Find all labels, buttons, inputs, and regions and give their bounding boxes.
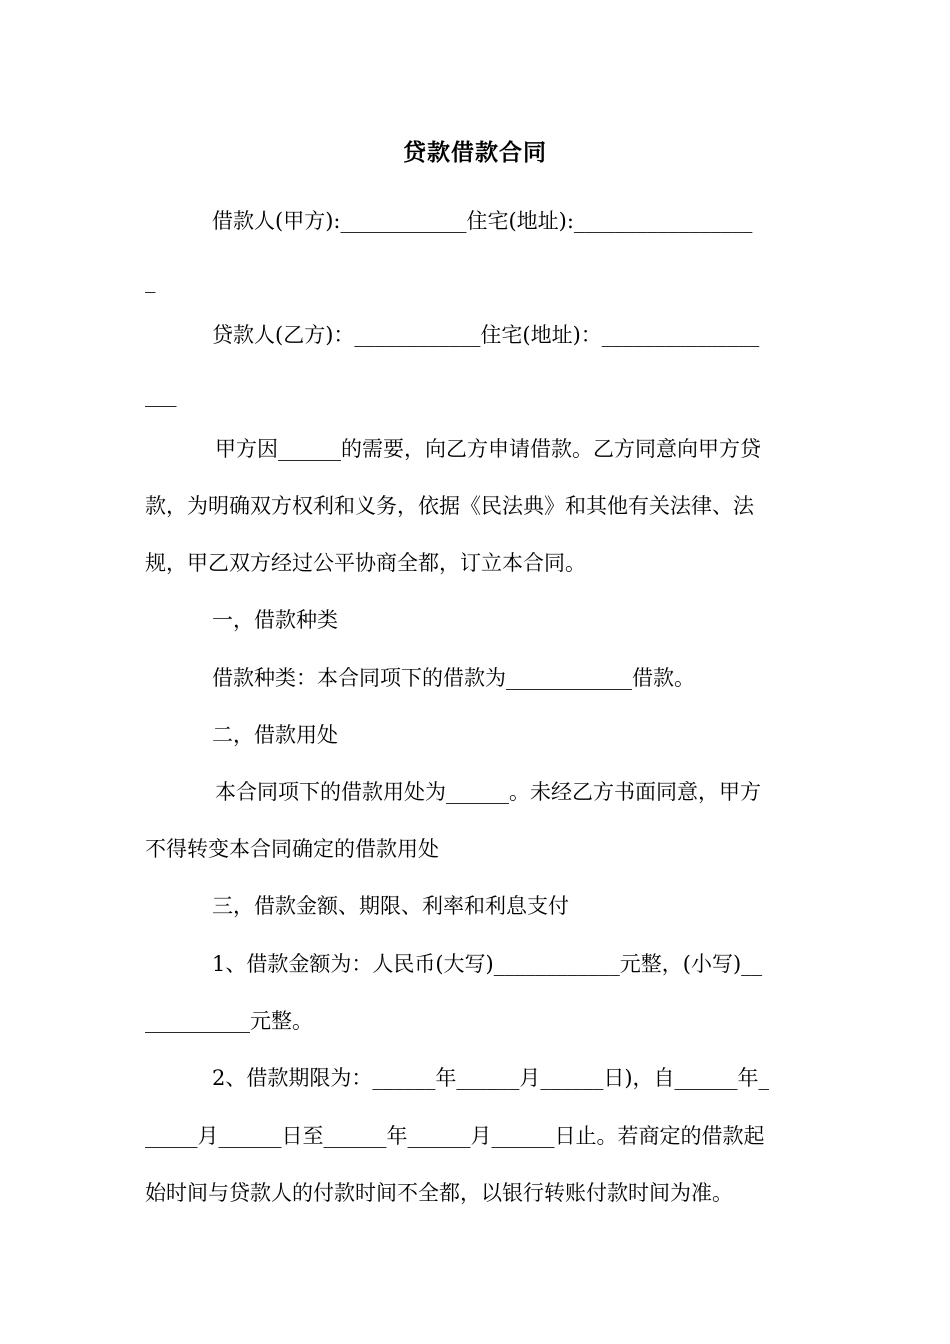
loan-purpose-line-1: 本合同项下的借款用处为______。未经乙方书面同意，甲方 — [215, 780, 761, 804]
loan-amount-line-1: 1、借款金额为：人民币(大写)____________元整，(小写)__ — [212, 952, 763, 976]
lender-line: 贷款人(乙方)：____________住宅(地址)：_______________ — [212, 323, 760, 347]
loan-term-line-3: 始时间与贷款人的付款时间不全都，以银行转账付款时间为准。 — [145, 1181, 733, 1205]
borrower-line: 借款人(甲方):____________住宅(地址):_________________ — [212, 209, 753, 233]
loan-type-line: 借款种类：本合同项下的借款为____________借款。 — [212, 666, 695, 690]
section-heading-1: 一，借款种类 — [212, 608, 338, 632]
borrower-line-cont: _ — [145, 269, 156, 293]
intro-paragraph-line-2: 款，为明确双方权利和义务，依据《民法典》和其他有关法律、法 — [145, 494, 754, 518]
intro-paragraph-line-1: 甲方因______的需要，向乙方申请借款。乙方同意向甲方贷 — [215, 437, 761, 461]
intro-paragraph-line-3: 规，甲乙双方经过公平协商全都，订立本合同。 — [145, 551, 586, 575]
document-title: 贷款借款合同 — [403, 140, 547, 166]
loan-term-line-1: 2、借款期限为：______年______月______日)，自______年_ — [212, 1066, 770, 1090]
loan-amount-line-2: __________元整。 — [145, 1009, 313, 1033]
loan-purpose-line-2: 不得转变本合同确定的借款用处 — [145, 837, 439, 861]
loan-term-line-2: _____月______日至______年______月______日止。若商定的借款起 — [145, 1124, 765, 1148]
section-heading-3: 三，借款金额、期限、利率和利息支付 — [212, 894, 569, 918]
section-heading-2: 二，借款用处 — [212, 723, 338, 747]
lender-line-cont: ___ — [145, 383, 177, 407]
